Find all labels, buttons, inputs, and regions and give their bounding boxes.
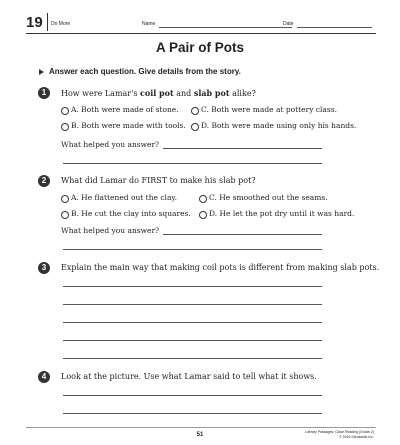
question-2-followup: What helped you answer? (61, 226, 160, 235)
question-2-number: 2 (38, 175, 50, 187)
answer-line[interactable] (163, 234, 322, 235)
option-2d-label: D. He let the pot dry until it was hard. (209, 209, 355, 218)
answer-line[interactable] (63, 395, 322, 396)
answer-line[interactable] (63, 286, 322, 287)
option-1c-label: C. Both were made at pottery class. (201, 105, 337, 114)
answer-line[interactable] (63, 304, 322, 305)
credit-line-1: Literary Passages: Close Reading (Grade 2) (305, 430, 374, 434)
option-1d-label: D. Both were made using only his hands. (201, 121, 357, 130)
lesson-number: 19 (26, 14, 43, 31)
header-divider (47, 13, 48, 31)
option-1a-label: A. Both were made of stone. (71, 105, 179, 114)
section-label: Do More (51, 21, 71, 27)
answer-line[interactable] (63, 340, 322, 341)
option-2a-label: A. He flattened out the clay. (71, 193, 178, 202)
option-2b-radio[interactable] (61, 211, 69, 219)
option-2b-label: B. He cut the clay into squares. (71, 209, 191, 218)
option-1c-radio[interactable] (191, 107, 199, 115)
answer-line[interactable] (163, 148, 322, 149)
date-label: Date (283, 21, 294, 27)
option-2a-radio[interactable] (61, 195, 69, 203)
instructions-arrow-icon (39, 69, 44, 75)
header-rule (26, 33, 376, 34)
option-2c-radio[interactable] (199, 195, 207, 203)
option-1a-radio[interactable] (61, 107, 69, 115)
name-line (159, 27, 292, 28)
question-4-number: 4 (38, 371, 50, 383)
option-2c-label: C. He smoothed out the seams. (209, 193, 328, 202)
option-1d-radio[interactable] (191, 123, 199, 131)
answer-line[interactable] (63, 163, 322, 164)
question-2-text: What did Lamar do FIRST to make his slab pot? (61, 176, 256, 185)
answer-line[interactable] (63, 413, 322, 414)
question-3-text: Explain the main way that making coil pots is different from making slab pots. (61, 263, 380, 272)
question-1-number: 1 (38, 87, 50, 99)
option-1b-label: B. Both were made with tools. (71, 121, 186, 130)
name-label: Name (142, 21, 156, 27)
question-1-followup: What helped you answer? (61, 140, 160, 149)
answer-line[interactable] (63, 358, 322, 359)
page-number: 51 (196, 432, 204, 438)
option-1b-radio[interactable] (61, 123, 69, 131)
question-4-text: Look at the picture. Use what Lamar said to tell what it shows. (61, 372, 317, 381)
credit-line-2: © 2016 Scholastic Inc. (339, 435, 374, 439)
page-title: A Pair of Pots (155, 40, 244, 55)
page-header (26, 10, 376, 32)
date-line (297, 27, 372, 28)
answer-line[interactable] (63, 249, 322, 250)
footer-rule (26, 427, 376, 428)
question-3-number: 3 (38, 262, 50, 274)
option-2d-radio[interactable] (199, 211, 207, 219)
question-1-text: How were Lamar's coil pot and slab pot alike? (61, 88, 256, 98)
instructions: Answer each question. Give details from the story. (49, 67, 241, 76)
answer-line[interactable] (63, 322, 322, 323)
